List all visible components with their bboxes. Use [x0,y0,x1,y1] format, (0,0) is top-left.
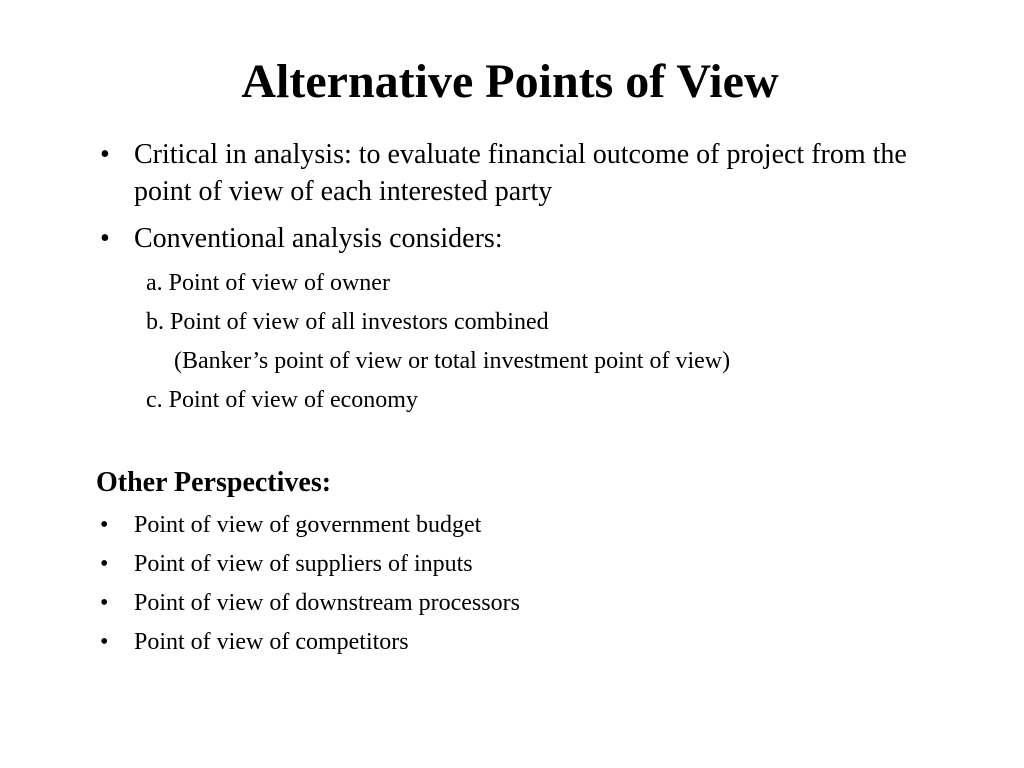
other-perspective-item [96,506,856,545]
other-perspective-text: Point of view of government budget [134,512,482,538]
bullet-icon: • [100,223,110,254]
other-perspective-item [96,584,856,623]
other-perspectives-list [96,506,856,662]
main-bullet-text: Conventional analysis considers: [134,223,503,254]
bullet-icon: • [100,551,109,577]
sub-item-economy: c. Point of view of economy [146,387,418,413]
main-bullet-list [96,136,916,267]
other-perspective-text: Point of view of downstream processors [134,590,520,616]
other-perspective-item [96,545,856,584]
slide-title: Alternative Points of View [241,55,779,108]
sub-item-banker-note: (Banker’s point of view or total investment point of view) [174,348,731,374]
bullet-icon: • [100,512,109,538]
main-bullet-text: Critical in analysis: to evaluate financial outcome of project from the point of view of each interested party [134,139,907,207]
main-bullet-item [96,220,916,257]
sub-item-investors: b. Point of view of all investors combined [146,309,549,335]
other-perspective-text: Point of view of competitors [134,629,409,655]
other-perspective-item [96,623,856,662]
other-perspectives-heading: Other Perspectives: [96,467,332,498]
bullet-icon: • [100,139,110,170]
main-bullet-item [96,136,916,210]
bullet-icon: • [100,590,109,616]
other-perspective-text: Point of view of suppliers of inputs [134,551,473,577]
sub-item-list [146,264,906,420]
sub-item-owner: a. Point of view of owner [146,270,390,296]
bullet-icon: • [100,629,109,655]
